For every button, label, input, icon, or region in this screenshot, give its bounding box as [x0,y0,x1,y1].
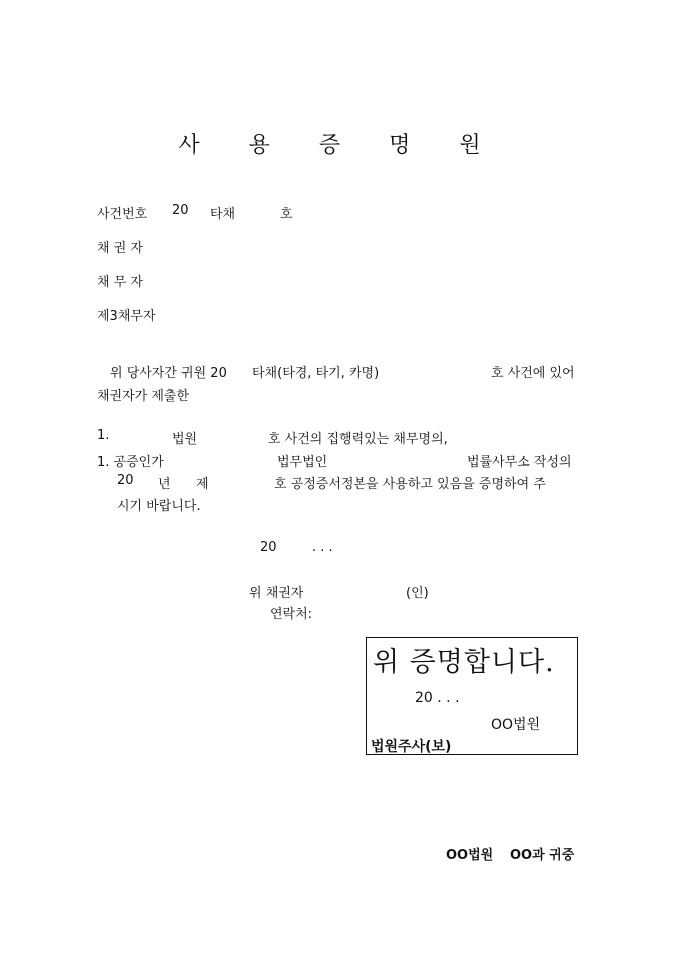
seal-mark: (인) [406,586,429,601]
case-number-label: 사건번호 [97,207,148,222]
item2-number: 1. 공증인가 [97,455,164,470]
item1-text: 호 사건의 집행력있는 채무명의, [268,432,448,447]
creditor-label: 채 권 자 [97,241,143,256]
date-dots: . . . [312,540,333,555]
item2-year: 20 [117,473,134,488]
certification-stamp [366,637,578,755]
body-line1-b: 타채(타경, 타기, 카명) [252,366,380,381]
body-line2: 채권자가 제출한 [97,389,190,404]
item2-office: 법률사무소 작성의 [467,455,572,470]
item2-firm: 법무법인 [277,455,328,470]
stamp-date: 20 . . . [415,690,460,706]
case-suffix: 호 [280,207,293,222]
debtor-label: 채 무 자 [97,275,143,290]
third-debtor-label: 제3채무자 [97,309,156,324]
item1-number: 1. [97,428,110,443]
contact-label: 연락처: [270,607,313,622]
case-year: 20 [172,203,189,218]
body-line1-a: 위 당사자간 귀원 20 [110,366,227,381]
item2-nyeon: 년 [158,477,171,492]
footer-dept: OO과 귀중 [510,848,575,863]
case-type: 타채 [210,207,236,222]
applicant-label: 위 채권자 [249,586,304,601]
item2-end: 시기 바랍니다. [117,499,201,514]
stamp-court: OO법원 [491,717,541,733]
page-title: 사 용 증 명 원 [178,133,502,158]
date-year: 20 [260,540,277,555]
stamp-heading: 위 증명합니다. [373,647,555,678]
footer-court: OO법원 [446,848,494,863]
item2-je: 제 [196,477,209,492]
stamp-clerk: 법원주사(보) [371,739,452,755]
item2-text: 호 공정증서정본을 사용하고 있음을 증명하여 주 [274,477,546,492]
item1-court: 법원 [172,432,198,447]
body-line1-c: 호 사건에 있어 [491,366,575,381]
